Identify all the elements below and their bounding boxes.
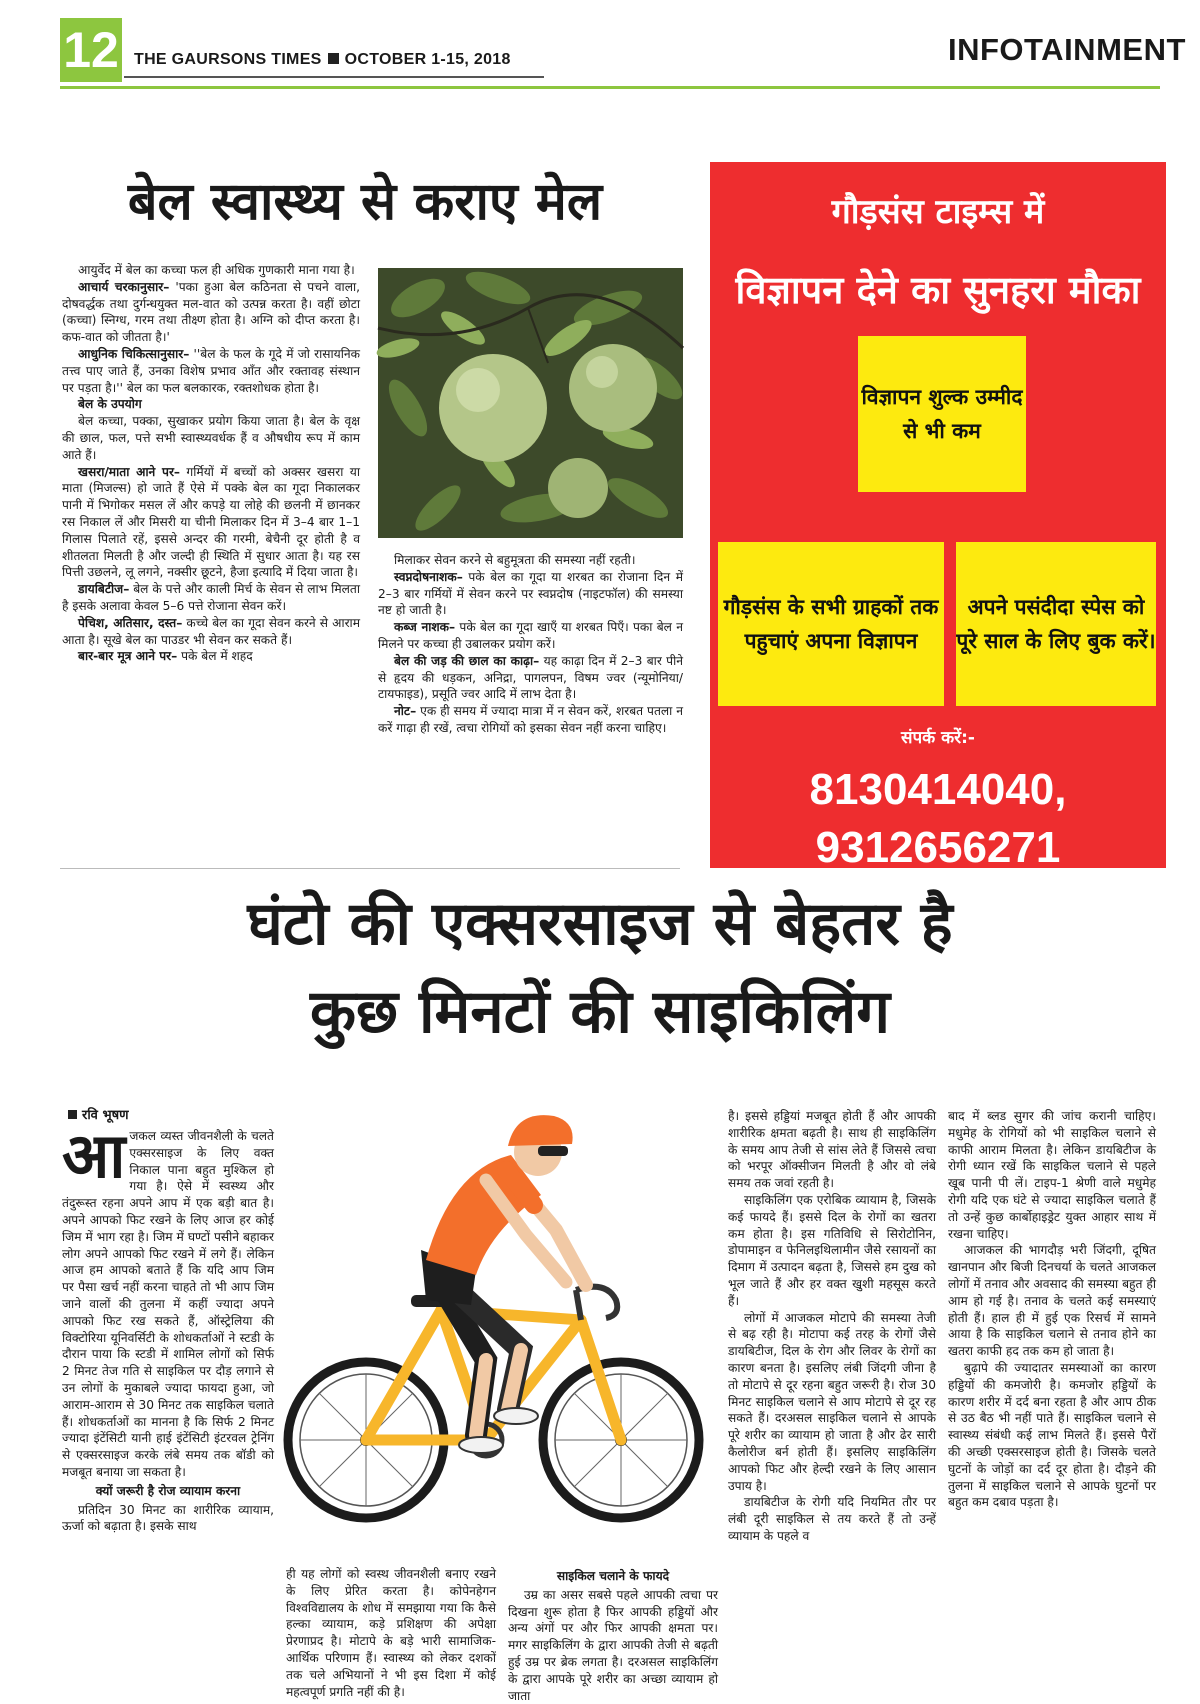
article2-col4-paragraph: डायबिटीज के रोगी यदि नियमित तौर पर लंबी दूरी साइकिल से तय करते हैं तो उन्हें व्यायाम के पहले व [728, 1495, 936, 1543]
drop-cap: आ [62, 1119, 126, 1192]
article2-column-3 [508, 1566, 718, 1703]
cyclist-illustration [276, 1110, 716, 1550]
article2-col1-tail: प्रतिदिन 30 मिनट का शारीरिक व्यायाम, ऊर्जा को बढ़ाता है। इसके साथ [62, 1502, 274, 1534]
header-rule [60, 86, 1160, 89]
ad-box-low-cost [858, 336, 1026, 492]
article2-col2-text: ही यह लोगों को स्वस्थ जीवनशैली बनाए रखने के लिए प्रेरित करता है। कोपेनहेगन विश्वविद्यालय के शोध में समझाया गया कि कैसे हल्का व्यायाम, कड़े प्रशिक्षण की अपेक्षा प्रेरणाप्रद है। मोटापे के बड़े भारी सामाजिक-आर्थिक परिणाम हैं। स्वास्थ्य को लेकर दशकों तक चले अभियानों ने भी इस दिशा में कोई महत्वपूर्ण प्रगति नहीं की है। [286, 1567, 496, 1699]
ad-box-reach-text: गौड़संस के सभी ग्राहकों तक पहुचाएं अपना विज्ञापन [723, 595, 939, 653]
ad-box-book-space [956, 542, 1156, 706]
article1-column-1 [62, 262, 360, 847]
article2-col5-paragraph: बाद में ब्लड सुगर की जांच करानी चाहिए। मधुमेह के रोगियों को भी साइकिल चलाने से काफी आराम मिलता है। लेकिन डायबिटीज के रोगी ध्यान रखें कि साइकिल चलाने से पहले खूब पानी पी लें। टाइप-1 श्रेणी वाले मधुमेह रोगी यदि एक घंटे से ज्यादा साइकिल चलाते हैं तो उन्हें कुछ कार्बोहाइड्रेट युक्त आहार साथ में रखना चाहिए। [948, 1109, 1156, 1241]
masthead-title: THE GAURSONS TIMES [134, 51, 322, 68]
section-divider [60, 868, 680, 869]
ad-contact-label: संपर्क करें:- [901, 728, 975, 748]
paragraph-lead: स्वप्नदोषनाशक– [394, 569, 463, 584]
article1-title: बेल स्वास्थ्य से कराए मेल [127, 172, 603, 232]
paragraph-lead: आचार्य चरकानुसार– [78, 279, 170, 294]
article1-col1-paragraph [62, 464, 360, 582]
section-title: INFOTAINMENT [948, 32, 1186, 67]
article2-column-1 [62, 1119, 274, 1693]
paragraph-text: बेल के पत्ते और काली मिर्च के सेवन से लाभ मिलता है इसके अलावा केवल 5–6 पत्ते रोजाना सेवन करें। [62, 582, 360, 613]
article1-col1-paragraph [62, 413, 360, 463]
paragraph-text: मिलाकर सेवन करने से बहुमूत्रता की समस्या नहीं रहती। [394, 553, 636, 567]
article1-col2-paragraph [378, 552, 683, 569]
article1-column-2 [378, 552, 683, 852]
paragraph-text: 'पका हुआ बेल कठिनता से पचने वाला, दोषवर्द्धक तथा दुर्गन्धयुक्त मल-वात को उत्पन्न करता है। वहीं छोटा (कच्चा) स्निग्ध, गरम तथा तीक्ष्ण होता है। अग्नि को दीप्त करता है। कफ-वात को जीतता है।' [62, 279, 360, 345]
ad-phone-1: 8130414040, [809, 765, 1067, 814]
article1-col1-paragraph [62, 396, 360, 413]
article1-col1-paragraph [62, 615, 360, 649]
square-bullet-icon [68, 1110, 77, 1119]
paragraph-text: कच्चे बेल का गूदा सेवन करने से आराम आता है। सूखे बेल का पाउडर भी सेवन कर सकते हैं। [62, 615, 360, 647]
article1-col1-paragraph [62, 581, 360, 615]
paragraph-lead: डायबिटीज– [78, 582, 130, 597]
article2-col1-subheading: क्यों जरूरी है रोज व्यायाम करना [95, 1483, 241, 1498]
article1-col1-paragraph [62, 262, 360, 279]
ad-headline-1: गौड़संस टाइम्स में [831, 192, 1045, 232]
article2-col5-paragraph: आजकल की भागदौड़ भरी जिंदगी, दूषित खानपान और बिजी दिनचर्या के चलते आजकल लोगों में तनाव और अवसाद की समस्या बहुत ही आम हो गई है। तनाव के चलते कई समस्याएं होती हैं। हाल ही में हुई एक रिसर्च में सामने आया है कि साइकिल चलाने से तनाव होने का खतरा काफी हद तक कम हो जाता है। [948, 1243, 1156, 1359]
paragraph-text: बेल कच्चा, पक्का, सुखाकर प्रयोग किया जाता है। बेल के वृक्ष की छाल, फल, पत्ते सभी स्वास्थ्यवर्धक हैं व औषधीय रूप में काम आते हैं। [62, 414, 360, 462]
paragraph-lead: आधुनिक चिकित्सानुसार– [78, 346, 190, 361]
paragraph-lead: कब्ज नाशक– [394, 620, 456, 635]
ad-headline-2: विज्ञापन देने का सुनहरा मौका [735, 268, 1141, 312]
article2-column-2 [286, 1566, 496, 1699]
article1-col2-paragraph [378, 569, 683, 619]
paragraph-text: यह काढ़ा दिन में 2–3 बार पीने से हृदय की धड़कन, अनिद्रा, पागलपन, विषम ज्वर (न्यूमोनिया/टायफाइड), प्रसूति ज्वर आदि में लाभ देता है। [378, 653, 684, 702]
paragraph-lead: बेल की जड़ की छाल का काढ़ा– [394, 653, 540, 668]
paragraph-text: एक ही समय में ज्यादा मात्रा में न सेवन करें, शरबत पतला न करें गाढ़ा ही रखें, त्वचा रोगियों को इसका सेवन नहीं करना चाहिए। [378, 704, 683, 735]
cyclist-icon [276, 1110, 716, 1550]
paragraph-text: पके बेल का गूदा खाएँ या शरबत पिएँ। पका बेल न मिलने पर कच्चा ही उबालकर प्रयोग करें। [378, 620, 683, 651]
article2-col4-paragraph: लोगों में आजकल मोटापे की समस्या तेजी से बढ़ रही है। मोटापा कई तरह के रोगों जैसे डायबिटीज, दिल के रोग और लिवर के रोगों का कारण बनता है। इसलिए लंबी जिंदगी जीना है तो मोटापे से दूर रहना बहुत जरूरी है। रोज 30 मिनट साइकिल चलाने से आप मोटापे से दूर रह सकते हैं। दरअसल साइकिल चलाने से आपके पूरे शरीर का व्यायाम हो जाता है और ढेर सारी कैलोरीज बर्न होती हैं। इसलिए साइकिलिंग आपको फिट और हेल्दी रखने के लिए आसान उपाय है। [728, 1310, 936, 1493]
paragraph-text: गर्मियों में बच्चों को अक्सर खसरा या माता (मिजल्स) हो जाते हैं ऐसे में पक्के बेल का गूदा निकालकर पानी में भिगोकर मसल लें और कपड़े या लोहे की छलनी में छानकर रस निकाल लें और मिसरी या चीनी मिलाकर दिन में 3–4 बार 1–1 गिलास पिलाते रहें, इससे अन्दर की गरमी, बेचैनी दूर होती है व शीतलता मिलती है और जल्दी ही स्थिति में सुधार आता है। यह रस पित्ती उछलने, लू लगने, नक्सीर छूटने, हैजा इत्यादि में दिया जाता है। [62, 464, 360, 580]
ad-box-low-cost-text: विज्ञापन शुल्क उम्मीद से भी कम [861, 385, 1023, 443]
page-number: 12 [60, 18, 122, 82]
article2-col5-paragraph: बुढ़ापे की ज्यादातर समस्याओं का कारण हड्डियों की कमजोरी है। कमजोर हड्डियों के कारण शरीर में दर्द बना रहता है और आप ठीक से उठ बैठ भी नहीं पाते हैं। साइकिल चलाने से स्वास्थ्य संबंधी कई लाभ मिलते हैं। इससे पैरों की अच्छी एक्सरसाइज होती है। जिसके चलते घुटनों के जोड़ों का दर्द दूर होता है। दौड़ने की तुलना में साइकिल चलाने से आपके घुटनों पर बहुत कम दबाव पड़ता है। [948, 1360, 1156, 1510]
article1-col2-paragraph [378, 703, 683, 737]
bael-tree-image [378, 268, 683, 538]
article2-title-line-2: कुछ मिनटों की साइकिलिंग [309, 977, 891, 1047]
paragraph-lead: खसरा/माता आने पर– [78, 464, 181, 479]
article2-col3-subheading: साइकिल चलाने के फायदे [556, 1569, 670, 1583]
square-bullet-icon [328, 53, 339, 64]
article2-col4-paragraph: है। इससे हड्डियां मजबूत होती हैं और आपकी शारीरिक क्षमता बढ़ती है। साथ ही साइकिलिंग के समय आप तेजी से सांस लेते हैं जिससे त्वचा को भरपूर ऑक्सीजन मिलती है और वो लंबे समय तक जवां रहती है। [728, 1109, 936, 1191]
article2-column-5 [948, 1108, 1156, 1694]
masthead [134, 50, 511, 70]
paragraph-text: आयुर्वेद में बेल का कच्चा फल ही अधिक गुणकारी माना गया है। [78, 263, 355, 277]
masthead-rule [124, 76, 544, 78]
article1-col2-paragraph [378, 619, 683, 653]
ad-phone-2: 9312656271 [815, 823, 1061, 872]
article1-col2-paragraph [378, 653, 683, 703]
ad-box-book-space-text: अपने पसंदीदा स्पेस को पूरे साल के लिए बुक करें। [956, 595, 1156, 653]
paragraph-lead: बेल के उपयोग [78, 397, 142, 412]
article1-col1-paragraph [62, 346, 360, 396]
author-name: रवि भूषण [82, 1108, 129, 1123]
article2-title [60, 880, 1140, 1056]
advertisement-panel [710, 162, 1166, 872]
article2-title-line-1: घंटो की एक्सरसाइज से बेहतर है [247, 889, 953, 959]
article1-col1-paragraph [62, 648, 360, 665]
paragraph-lead: नोट– [394, 704, 417, 719]
paragraph-text: पके बेल का गूदा या शरबत का रोजाना दिन में 2–3 बार गर्मियों में सेवन करने पर स्वप्नदोष (नाइटफॉल) की समस्या नष्ट हो जाती है। [378, 569, 683, 618]
article2-col4-paragraph: साइकिलिंग एक एरोबिक व्यायाम है, जिसके कई फायदे हैं। इससे दिल के रोगों का खतरा कम होता है। इस गतिविधि से सिरोटोनिन, डोपामाइन व फेनिलइथिलामीन जैसे रसायनों का दिमाग में उत्पादन बढ़ता है, जिससे हम दुख को भूल जाते हैं और हर वक्त खुशी महसूस करते हैं। [728, 1192, 936, 1308]
article2-column-4 [728, 1108, 936, 1694]
paragraph-text: ''बेल के फल के गूदे में जो रासायनिक तत्त्व पाए जाते हैं, उनका विशेष प्रभाव आँत और रक्तावह संस्थान पर पड़ता है।'' बेल का फल बलकारक, रक्तशोधक होता है। [62, 346, 360, 395]
article1-col1-paragraph [62, 279, 360, 346]
article2-col1-text: जकल व्यस्त जीवनशैली के चलते एक्सरसाइज के लिए वक्त निकाल पाना बहुत मुश्किल हो गया है। ऐसे में स्वस्थ्य और तंदुरूस्त रहना अपने आप में एक बड़ी बात है। अपने आपको फिट रखने के लिए आज हर कोई जिम में भाग रहा है। जिम में घण्टों पसीने बहाकर लोग अपने आपको फिट रखने में लगे हैं। लेकिन आज हम आपको बताते हैं कि यदि आप जिम पर पैसा खर्च नहीं करना चाहते तो भी आप जिम जाने वालों की तुलना में कहीं ज्यादा अपने आपको फिट रख सकते हैं, ऑस्ट्रेलिया की विक्टोरिया यूनिवर्सिटी के शोधकर्ताओं ने स्टडी के दौरान पाया कि स्टडी में शामिल लोगों को सिर्फ 2 मिनट तेज गति से साइकिल पर दौड़ लगाने से उन लोगों के मुकाबले ज्यादा फायदा हुआ, जो आराम-आराम से 30 मिनट तक साइकिल चलाते हैं। शोधकर्ताओं का मानना है कि सिर्फ 2 मिनट ज्यादा इंटेंसिटी यानी हाई इंटेंसिटी इंटरवल ट्रेनिंग से एक्सरसाइज करके लंबे समय तक बॉडी को मजबूत बनाया जा सकता है। [62, 1129, 274, 1479]
paragraph-lead: बार-बार मूत्र आने पर– [78, 649, 178, 664]
paragraph-lead: पेचिश, अतिसार, दस्त– [78, 615, 183, 630]
bael-fruit-photo [378, 268, 683, 538]
issue-date: OCTOBER 1-15, 2018 [344, 51, 511, 68]
paragraph-text: पके बेल में शहद [177, 649, 253, 664]
ad-box-reach [718, 542, 944, 706]
article2-col3-text: उम्र का असर सबसे पहले आपकी त्वचा पर दिखना शुरू होता है फिर आपकी हड्डियों और अन्य अंगों पर और फिर आपकी क्षमता पर। मगर साइकिलिंग के द्वारा आपकी तेजी से बढ़ती हुई उम्र पर ब्रेक लगता है। दरअसल साइकिलिंग के द्वारा आपके पूरे शरीर का अच्छा व्यायाम हो जाता [508, 1587, 718, 1703]
